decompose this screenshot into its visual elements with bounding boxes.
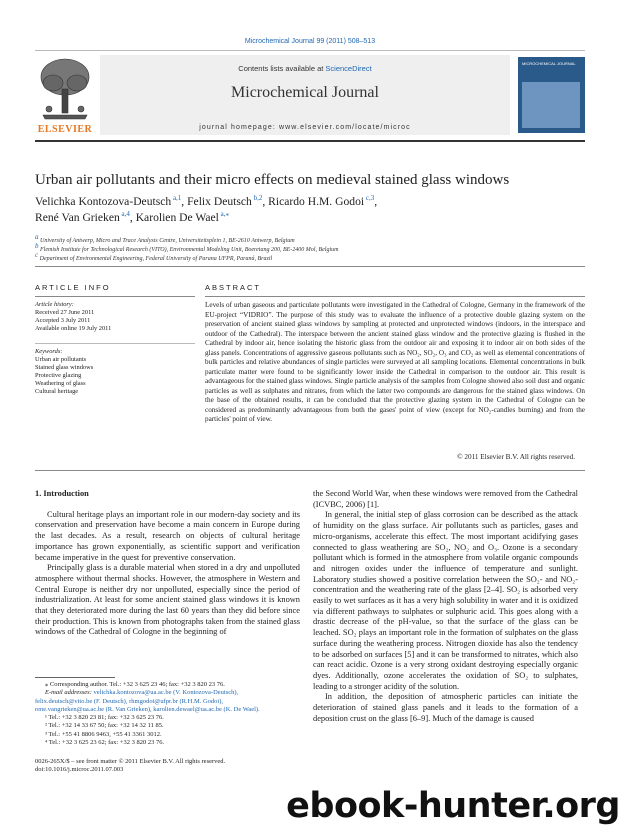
issn-line: 0026-265X/$ – see front matter © 2011 Elsevier B.V. All rights reserved. xyxy=(35,758,226,765)
section-heading-introduction: 1. Introduction xyxy=(35,489,89,498)
footnote-2: ² Tel.: +32 14 33 67 50; fax: +32 14 32 11 85. xyxy=(45,722,164,730)
keywords-label: Keywords: xyxy=(35,348,63,355)
masthead-top-divider xyxy=(35,50,585,51)
author-name[interactable]: René Van Grieken xyxy=(35,210,120,224)
body-paragraph: Cultural heritage plays an important role in our modern-day society and its conservation and preservation have become a main concern in Europe during the last decades. As a result, research on objects of cultural heritage importance has grown exponentially, as scientific support and verification became imperative in the quest for preventive conservation. xyxy=(35,509,300,562)
email-addresses xyxy=(35,689,300,697)
title-divider xyxy=(35,266,585,267)
keyword-item: Protective glazing xyxy=(35,372,82,379)
history-online: Available online 19 July 2011 xyxy=(35,325,112,332)
email-link[interactable]: felix.deutsch@vito.be (F. Deutsch), rhmgodoi@ufpr.br (R.H.M. Godoi), xyxy=(35,697,224,705)
affiliation-text: Department of Environmental Engineering, Federal University of Parana UFPR, Paraná, Brazil xyxy=(39,256,273,262)
publisher-wordmark: ELSEVIER xyxy=(37,124,93,135)
author-name[interactable]: Karolien De Wael xyxy=(135,210,219,224)
article-title: Urban air pollutants and their micro effects on medieval stained glass windows xyxy=(35,172,510,188)
corresponding-author-note: ⁎ Corresponding author. Tel.: +32 3 625 23 46; fax: +32 3 820 23 76. xyxy=(45,681,225,688)
affiliation-c xyxy=(35,251,595,262)
affiliation-marker: c xyxy=(35,251,39,259)
keyword-item: Stained glass windows xyxy=(35,364,94,371)
author-name[interactable]: Felix Deutsch xyxy=(187,194,252,208)
sciencedirect-link[interactable]: ScienceDirect xyxy=(325,64,372,73)
body-paragraph-continued: the Second World War, when these windows were removed from the Cathedral (ICVBC, 2006) [1]. xyxy=(313,489,578,509)
doi-link[interactable]: doi:10.1016/j.microc.2011.07.003 xyxy=(35,766,124,774)
email-link[interactable]: velichka.kontozova@ua.ac.be (V. Kontozova-Deutsch), xyxy=(93,689,239,697)
abstract-text: Levels of urban gaseous and particulate pollutants were investigated in the Cathedral of Cologne, Germany in the framework of the EU-project “VIDRIO”. The purpose of this study was to evaluate the influence of a protective double glazing system on the preservation of ancient stained glass windows by sampling at protected and unprotected windows (indoors, in the interspace and outdoor of the Cathedral). The interspace between the ancient stained glass window and the protective glazing is flushed in the Cathedral by indoor air, hence isolating the historic glass from the outdoor air and exposing it to indoor air on both sides of the glass panels. Concentrations of aggressive gaseous pollutants such as NO₂, SO₂, O₃ and CO₂ as well as elemental concentrations of bulk particles and relative abundances of single particles were surveyed at all sampling locations. Elemental concentrations in bulk particulate matter were found to be significantly lower inside the Cathedral in comparison to the outdoor air. This result is advantageous for the stained glass windows. Single particle analysis of the samples from Cologne showed also soil dust and organic particles as well as sulphates and nitrates, from which the latter two compounds are dangerous for the stained glass windows. On the base of the obtained results, it can be concluded that the protective glazing system in the Cathedral of Cologne can be considered as predominantly advantageous from both the gases' point of view (except for NO₂-candles burning) and from the particles' point of view. xyxy=(205,301,585,423)
masthead-bottom-divider xyxy=(35,140,585,142)
affiliation-text: University of Antwerp, Micro and Trace Analysis Centre, Universiteitsplein 1, BE-2610 Antwerp, Belgium xyxy=(40,238,295,244)
issn-doi-block xyxy=(35,758,300,775)
journal-citation[interactable]: Microchemical Journal 99 (2011) 508–513 xyxy=(244,38,376,45)
cover-title: MICROCHEMICAL JOURNAL xyxy=(522,61,576,66)
abstract-heading: ABSTRACT xyxy=(205,283,262,292)
history-divider xyxy=(35,343,195,344)
footnote-4: ⁴ Tel.: +32 3 625 23 62; fax: +32 3 820 23 76. xyxy=(45,739,165,747)
author-affiliation-marker[interactable]: c,3 xyxy=(364,194,375,202)
email-link[interactable]: rene.vangrieken@ua.ac.be (R. Van Grieken), karolien.dewael@ua.ac.be (K. De Wael). xyxy=(35,705,260,713)
footnote-3: ³ Tel.: +55 41 8806 9463, +55 41 3361 3012. xyxy=(45,730,162,738)
affiliation-marker: b xyxy=(35,242,39,250)
author-affiliation-marker[interactable]: b,2 xyxy=(251,194,263,202)
footnote-1: ¹ Tel.: +32 3 820 23 81; fax: +32 3 625 23 76. xyxy=(45,714,164,722)
journal-name: Microchemical Journal xyxy=(231,84,379,101)
history-label: Article history: xyxy=(35,301,74,308)
body-right-column xyxy=(313,489,578,724)
abstract-copyright: © 2011 Elsevier B.V. All rights reserved. xyxy=(457,453,575,461)
author-affiliation-marker[interactable]: a,4 xyxy=(119,210,130,218)
body-paragraph: In general, the initial step of glass corrosion can be described as the attack of humidity on the glass surface. Air pollutants such as particles, gases and micro-organisms, accelerate this effect. The most important acidifying gases connected to glass weathering are SO₂, NO₂ and O₃. Ozone is a secondary pollutant which is formed in the atmosphere from volatile organic compounds and nitrogen oxides under the influence of temperature and sunlight. Laboratory studies showed a positive correlation between the SO₂- and NO₂-concentration and the weathering rate of the glass [2–4]. SO₂ is adsorbed very easily to wet surfaces as it has a very high solubility in water and it is oxidized via different pathways to sulphates or sulphuric acid. This goes along with a drastic decrease of the pH-value, so that the surface of the glass can be leached. SO₂ plays an important role in the formation of sulphates on the glass surface during the weathering process. Nitrogen dioxide has also the tendency to be adsorbed on surfaces [5] and it can be transformed to nitrates, which also can react acidic. Ozone is a very strong oxidant destroying especially organic dyes. Additionally, ozone accelerates the oxidation of SO₂ to sulphates, leading to a stronger acidity of the solution. xyxy=(313,510,578,691)
article-info-heading: ARTICLE INFO xyxy=(35,283,111,292)
history-accepted: Accepted 3 July 2011 xyxy=(35,317,91,324)
author-list-line-2: René Van Grieken $^{a,4}$, Karolien De Wael $^{a,⁎}$ xyxy=(35,210,229,224)
keyword-item: Weathering of glass xyxy=(35,380,86,387)
keyword-item: Cultural heritage xyxy=(35,388,79,395)
body-paragraph: In addition, the deposition of atmospheric particles can initiate the deterioration of stained glass panels and it leads to the formation of a deposition crust on the glass [6–9]. Much of the damage is caused xyxy=(313,692,578,723)
keywords xyxy=(35,348,195,396)
contents-prefix: Contents lists available at xyxy=(238,64,326,73)
footnote-divider xyxy=(35,677,115,678)
cover-artwork xyxy=(522,82,580,128)
body-left-column xyxy=(35,489,300,638)
watermark: ebook-hunter.org xyxy=(286,786,620,826)
author-affiliation-marker[interactable]: a,⁎ xyxy=(218,210,229,218)
author-name[interactable]: Velichka Kontozova-Deutsch xyxy=(35,194,172,208)
journal-homepage-link[interactable]: journal homepage: www.elsevier.com/locate/microc xyxy=(199,124,411,131)
email-label: E-mail addresses: xyxy=(45,689,92,697)
elsevier-tree-logo xyxy=(35,55,95,133)
abstract-bottom-divider xyxy=(35,470,585,471)
keyword-item: Urban air pollutants xyxy=(35,356,87,363)
author-list-line-1: Velichka Kontozova-Deutsch $^{a,1}$, Felix Deutsch $^{b,2}$, Ricardo H.M. Godoi $^{c,3}$, xyxy=(35,194,378,208)
affiliation-marker: a xyxy=(35,233,39,241)
article-info-divider xyxy=(35,296,195,297)
footnotes xyxy=(35,681,300,747)
affiliation-text: Flemish Institute for Technological Research (VITO), Environmental Modeling Unit, Boeretang 200, BE-2400 Mol, Belgium xyxy=(40,247,339,253)
article-history xyxy=(35,301,195,333)
abstract-divider xyxy=(205,296,585,297)
history-received: Received 27 June 2011 xyxy=(35,309,95,316)
author-name[interactable]: Ricardo H.M. Godoi xyxy=(268,194,365,208)
author-affiliation-marker[interactable]: a,1 xyxy=(171,194,182,202)
contents-available-line xyxy=(100,64,510,73)
body-paragraph: Principally glass is a durable material when stored in a dry and unpolluted atmosphere without thermal shocks. However, the atmosphere in Western and Central Europe is neither dry nor unpolluted, especially since the period of industrialization. At least for some ancient stained glass windows it is known that they deteriorated more during the last 60 years than they did before since their production. This is known from photographs taken from the stained glass windows of the Cathedral of Cologne in the beginning of xyxy=(35,563,300,637)
